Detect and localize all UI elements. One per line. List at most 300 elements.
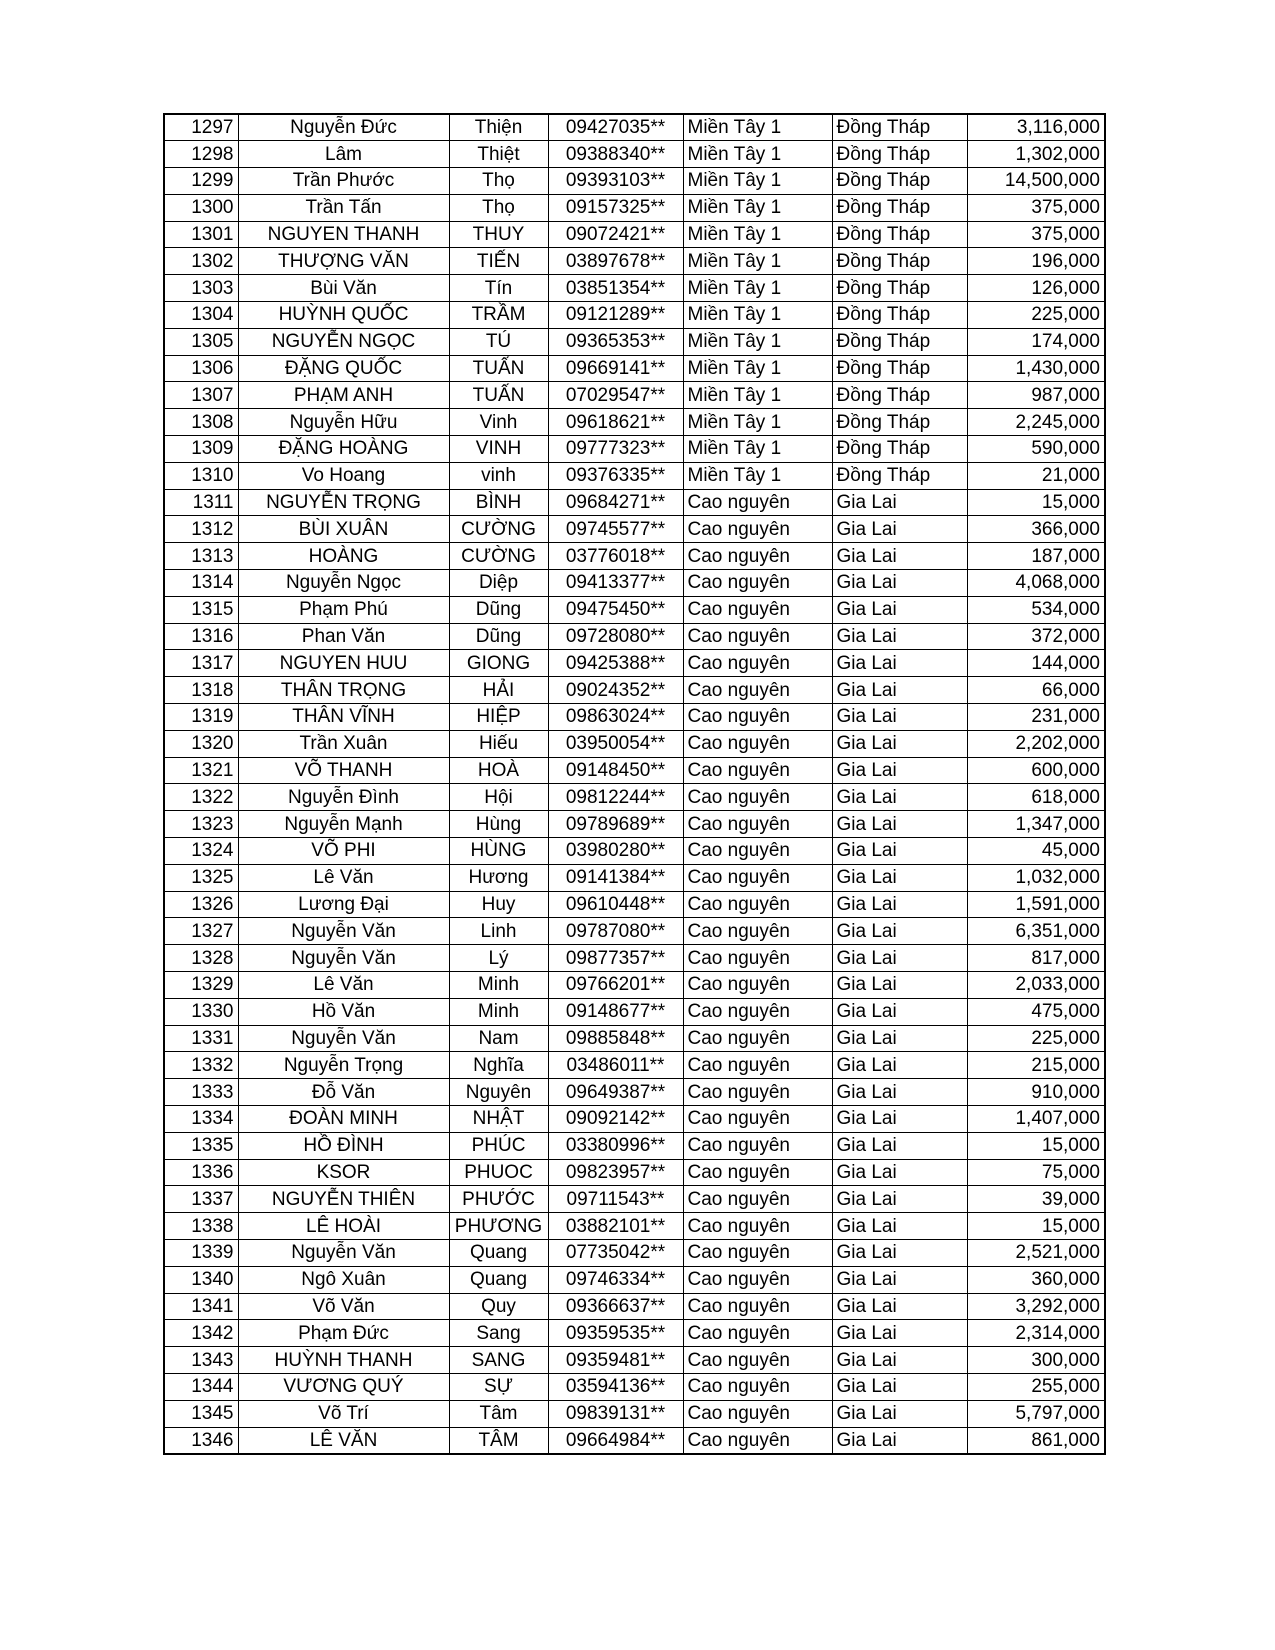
cell-given-name: NHẬT bbox=[449, 1105, 548, 1132]
cell-index: 1297 bbox=[164, 114, 238, 141]
cell-index: 1305 bbox=[164, 328, 238, 355]
cell-phone: 09669141** bbox=[548, 355, 683, 382]
cell-index: 1304 bbox=[164, 302, 238, 329]
table-row bbox=[164, 998, 1105, 1025]
cell-amount: 817,000 bbox=[967, 945, 1105, 972]
cell-province: Đồng Tháp bbox=[832, 194, 967, 221]
cell-given-name: Thiệt bbox=[449, 141, 548, 168]
cell-given-name: HOÀ bbox=[449, 757, 548, 784]
cell-given-name: BÌNH bbox=[449, 489, 548, 516]
table-body bbox=[164, 114, 1105, 1454]
cell-province: Gia Lai bbox=[832, 596, 967, 623]
cell-phone: 09728080** bbox=[548, 623, 683, 650]
table-row bbox=[164, 248, 1105, 275]
cell-surname: THÂN VĨNH bbox=[238, 704, 449, 731]
cell-amount: 366,000 bbox=[967, 516, 1105, 543]
cell-given-name: Tín bbox=[449, 275, 548, 302]
cell-phone: 03882101** bbox=[548, 1213, 683, 1240]
cell-region: Miền Tây 1 bbox=[683, 248, 832, 275]
cell-given-name: TIẾN bbox=[449, 248, 548, 275]
cell-given-name: Nguyên bbox=[449, 1079, 548, 1106]
cell-region: Miền Tây 1 bbox=[683, 168, 832, 195]
cell-index: 1309 bbox=[164, 436, 238, 463]
cell-region: Cao nguyên bbox=[683, 516, 832, 543]
cell-surname: Bùi Văn bbox=[238, 275, 449, 302]
cell-phone: 09746334** bbox=[548, 1266, 683, 1293]
cell-index: 1320 bbox=[164, 730, 238, 757]
cell-surname: Nguyễn Hữu bbox=[238, 409, 449, 436]
cell-surname: Lê Văn bbox=[238, 972, 449, 999]
cell-amount: 618,000 bbox=[967, 784, 1105, 811]
cell-surname: Nguyễn Văn bbox=[238, 1025, 449, 1052]
cell-amount: 231,000 bbox=[967, 704, 1105, 731]
cell-given-name: CƯỜNG bbox=[449, 543, 548, 570]
cell-given-name: Hội bbox=[449, 784, 548, 811]
cell-phone: 09092142** bbox=[548, 1105, 683, 1132]
cell-index: 1327 bbox=[164, 918, 238, 945]
cell-province: Đồng Tháp bbox=[832, 141, 967, 168]
cell-given-name: HIỆP bbox=[449, 704, 548, 731]
cell-phone: 09812244** bbox=[548, 784, 683, 811]
cell-index: 1334 bbox=[164, 1105, 238, 1132]
cell-given-name: Huy bbox=[449, 891, 548, 918]
cell-region: Cao nguyên bbox=[683, 650, 832, 677]
cell-index: 1336 bbox=[164, 1159, 238, 1186]
cell-amount: 600,000 bbox=[967, 757, 1105, 784]
table-row bbox=[164, 1186, 1105, 1213]
cell-given-name: Hương bbox=[449, 864, 548, 891]
cell-amount: 1,591,000 bbox=[967, 891, 1105, 918]
cell-index: 1346 bbox=[164, 1427, 238, 1454]
cell-region: Cao nguyên bbox=[683, 1266, 832, 1293]
cell-phone: 09388340** bbox=[548, 141, 683, 168]
cell-amount: 987,000 bbox=[967, 382, 1105, 409]
cell-phone: 09610448** bbox=[548, 891, 683, 918]
cell-given-name: Hiếu bbox=[449, 730, 548, 757]
cell-phone: 09839131** bbox=[548, 1400, 683, 1427]
cell-given-name: Dũng bbox=[449, 596, 548, 623]
table-row bbox=[164, 409, 1105, 436]
cell-province: Gia Lai bbox=[832, 918, 967, 945]
cell-given-name: PHUOC bbox=[449, 1159, 548, 1186]
table-row bbox=[164, 1213, 1105, 1240]
cell-phone: 07735042** bbox=[548, 1239, 683, 1266]
cell-amount: 861,000 bbox=[967, 1427, 1105, 1454]
cell-index: 1303 bbox=[164, 275, 238, 302]
cell-region: Cao nguyên bbox=[683, 1105, 832, 1132]
cell-province: Đồng Tháp bbox=[832, 328, 967, 355]
cell-phone: 09649387** bbox=[548, 1079, 683, 1106]
cell-surname: Trần Tấn bbox=[238, 194, 449, 221]
cell-province: Gia Lai bbox=[832, 1427, 967, 1454]
cell-index: 1340 bbox=[164, 1266, 238, 1293]
cell-index: 1329 bbox=[164, 972, 238, 999]
cell-region: Cao nguyên bbox=[683, 1293, 832, 1320]
table-row bbox=[164, 1373, 1105, 1400]
cell-given-name: CƯỜNG bbox=[449, 516, 548, 543]
cell-province: Gia Lai bbox=[832, 543, 967, 570]
cell-province: Gia Lai bbox=[832, 1132, 967, 1159]
table-row bbox=[164, 516, 1105, 543]
cell-index: 1321 bbox=[164, 757, 238, 784]
cell-region: Miền Tây 1 bbox=[683, 436, 832, 463]
cell-province: Gia Lai bbox=[832, 1079, 967, 1106]
cell-amount: 2,245,000 bbox=[967, 409, 1105, 436]
table-row bbox=[164, 436, 1105, 463]
cell-phone: 09789689** bbox=[548, 811, 683, 838]
cell-amount: 39,000 bbox=[967, 1186, 1105, 1213]
cell-surname: ĐOÀN MINH bbox=[238, 1105, 449, 1132]
cell-given-name: SỰ bbox=[449, 1373, 548, 1400]
cell-province: Gia Lai bbox=[832, 972, 967, 999]
cell-region: Miền Tây 1 bbox=[683, 275, 832, 302]
cell-region: Miền Tây 1 bbox=[683, 194, 832, 221]
cell-phone: 09664984** bbox=[548, 1427, 683, 1454]
cell-amount: 590,000 bbox=[967, 436, 1105, 463]
cell-phone: 09148450** bbox=[548, 757, 683, 784]
cell-surname: HỒ ĐÌNH bbox=[238, 1132, 449, 1159]
cell-region: Cao nguyên bbox=[683, 1159, 832, 1186]
cell-region: Cao nguyên bbox=[683, 730, 832, 757]
cell-index: 1318 bbox=[164, 677, 238, 704]
cell-region: Miền Tây 1 bbox=[683, 409, 832, 436]
cell-region: Cao nguyên bbox=[683, 1320, 832, 1347]
cell-amount: 2,314,000 bbox=[967, 1320, 1105, 1347]
cell-region: Cao nguyên bbox=[683, 1025, 832, 1052]
cell-region: Cao nguyên bbox=[683, 972, 832, 999]
cell-region: Cao nguyên bbox=[683, 623, 832, 650]
cell-phone: 03980280** bbox=[548, 838, 683, 865]
cell-index: 1326 bbox=[164, 891, 238, 918]
cell-province: Gia Lai bbox=[832, 1239, 967, 1266]
cell-province: Gia Lai bbox=[832, 1052, 967, 1079]
cell-region: Miền Tây 1 bbox=[683, 355, 832, 382]
cell-index: 1316 bbox=[164, 623, 238, 650]
table-row bbox=[164, 1132, 1105, 1159]
cell-surname: ĐẶNG QUỐC bbox=[238, 355, 449, 382]
cell-given-name: PHƯỚC bbox=[449, 1186, 548, 1213]
cell-province: Gia Lai bbox=[832, 1293, 967, 1320]
cell-surname: THƯỢNG VĂN bbox=[238, 248, 449, 275]
cell-given-name: VINH bbox=[449, 436, 548, 463]
table-row bbox=[164, 704, 1105, 731]
cell-phone: 09359535** bbox=[548, 1320, 683, 1347]
table-row bbox=[164, 382, 1105, 409]
cell-phone: 09141384** bbox=[548, 864, 683, 891]
cell-index: 1338 bbox=[164, 1213, 238, 1240]
table-row bbox=[164, 194, 1105, 221]
cell-province: Gia Lai bbox=[832, 623, 967, 650]
cell-phone: 09393103** bbox=[548, 168, 683, 195]
cell-amount: 360,000 bbox=[967, 1266, 1105, 1293]
cell-surname: BÙI XUÂN bbox=[238, 516, 449, 543]
cell-province: Gia Lai bbox=[832, 704, 967, 731]
cell-region: Cao nguyên bbox=[683, 1213, 832, 1240]
table-row bbox=[164, 1293, 1105, 1320]
cell-phone: 09787080** bbox=[548, 918, 683, 945]
cell-amount: 475,000 bbox=[967, 998, 1105, 1025]
table-row bbox=[164, 972, 1105, 999]
cell-surname: Võ Văn bbox=[238, 1293, 449, 1320]
cell-amount: 144,000 bbox=[967, 650, 1105, 677]
cell-province: Gia Lai bbox=[832, 570, 967, 597]
cell-region: Cao nguyên bbox=[683, 489, 832, 516]
cell-region: Cao nguyên bbox=[683, 757, 832, 784]
table-row bbox=[164, 302, 1105, 329]
cell-amount: 21,000 bbox=[967, 462, 1105, 489]
cell-province: Đồng Tháp bbox=[832, 114, 967, 141]
cell-region: Miền Tây 1 bbox=[683, 114, 832, 141]
cell-surname: THÂN TRỌNG bbox=[238, 677, 449, 704]
cell-index: 1330 bbox=[164, 998, 238, 1025]
cell-surname: Đỗ Văn bbox=[238, 1079, 449, 1106]
cell-surname: NGUYEN HUU bbox=[238, 650, 449, 677]
cell-given-name: Vinh bbox=[449, 409, 548, 436]
table-row bbox=[164, 1052, 1105, 1079]
cell-amount: 126,000 bbox=[967, 275, 1105, 302]
table-row bbox=[164, 1347, 1105, 1374]
cell-given-name: Sang bbox=[449, 1320, 548, 1347]
cell-region: Cao nguyên bbox=[683, 1239, 832, 1266]
cell-given-name: Quang bbox=[449, 1266, 548, 1293]
cell-phone: 03851354** bbox=[548, 275, 683, 302]
cell-index: 1317 bbox=[164, 650, 238, 677]
cell-surname: Lương Đại bbox=[238, 891, 449, 918]
cell-surname: PHẠM ANH bbox=[238, 382, 449, 409]
cell-province: Đồng Tháp bbox=[832, 275, 967, 302]
cell-index: 1332 bbox=[164, 1052, 238, 1079]
cell-index: 1319 bbox=[164, 704, 238, 731]
cell-index: 1314 bbox=[164, 570, 238, 597]
cell-index: 1339 bbox=[164, 1239, 238, 1266]
table-row bbox=[164, 623, 1105, 650]
cell-amount: 1,347,000 bbox=[967, 811, 1105, 838]
cell-province: Gia Lai bbox=[832, 489, 967, 516]
cell-surname: Nguyễn Mạnh bbox=[238, 811, 449, 838]
cell-amount: 1,407,000 bbox=[967, 1105, 1105, 1132]
cell-phone: 03594136** bbox=[548, 1373, 683, 1400]
cell-index: 1306 bbox=[164, 355, 238, 382]
cell-province: Gia Lai bbox=[832, 864, 967, 891]
cell-region: Miền Tây 1 bbox=[683, 382, 832, 409]
cell-amount: 2,033,000 bbox=[967, 972, 1105, 999]
cell-region: Cao nguyên bbox=[683, 570, 832, 597]
cell-phone: 09148677** bbox=[548, 998, 683, 1025]
cell-surname: VƯƠNG QUÝ bbox=[238, 1373, 449, 1400]
cell-surname: Lê Văn bbox=[238, 864, 449, 891]
cell-index: 1322 bbox=[164, 784, 238, 811]
cell-index: 1310 bbox=[164, 462, 238, 489]
table-row bbox=[164, 730, 1105, 757]
cell-province: Gia Lai bbox=[832, 1159, 967, 1186]
cell-province: Gia Lai bbox=[832, 1320, 967, 1347]
cell-phone: 09618621** bbox=[548, 409, 683, 436]
cell-region: Cao nguyên bbox=[683, 1347, 832, 1374]
cell-region: Cao nguyên bbox=[683, 677, 832, 704]
cell-province: Gia Lai bbox=[832, 1025, 967, 1052]
cell-province: Gia Lai bbox=[832, 998, 967, 1025]
cell-region: Cao nguyên bbox=[683, 596, 832, 623]
cell-index: 1342 bbox=[164, 1320, 238, 1347]
cell-amount: 15,000 bbox=[967, 1132, 1105, 1159]
cell-amount: 75,000 bbox=[967, 1159, 1105, 1186]
cell-amount: 1,302,000 bbox=[967, 141, 1105, 168]
cell-amount: 15,000 bbox=[967, 489, 1105, 516]
cell-given-name: Thiện bbox=[449, 114, 548, 141]
cell-surname: Ngô Xuân bbox=[238, 1266, 449, 1293]
data-table bbox=[163, 113, 1106, 1455]
cell-region: Cao nguyên bbox=[683, 1132, 832, 1159]
cell-province: Đồng Tháp bbox=[832, 302, 967, 329]
table-row bbox=[164, 811, 1105, 838]
cell-province: Gia Lai bbox=[832, 891, 967, 918]
table-row bbox=[164, 784, 1105, 811]
cell-province: Gia Lai bbox=[832, 811, 967, 838]
cell-given-name: PHƯƠNG bbox=[449, 1213, 548, 1240]
cell-phone: 09024352** bbox=[548, 677, 683, 704]
cell-province: Đồng Tháp bbox=[832, 436, 967, 463]
cell-region: Miền Tây 1 bbox=[683, 302, 832, 329]
cell-index: 1337 bbox=[164, 1186, 238, 1213]
cell-phone: 09766201** bbox=[548, 972, 683, 999]
cell-surname: KSOR bbox=[238, 1159, 449, 1186]
cell-region: Miền Tây 1 bbox=[683, 141, 832, 168]
cell-amount: 372,000 bbox=[967, 623, 1105, 650]
cell-province: Đồng Tháp bbox=[832, 168, 967, 195]
cell-index: 1312 bbox=[164, 516, 238, 543]
cell-index: 1325 bbox=[164, 864, 238, 891]
cell-surname: Võ Trí bbox=[238, 1400, 449, 1427]
cell-phone: 09425388** bbox=[548, 650, 683, 677]
cell-surname: NGUYỄN TRỌNG bbox=[238, 489, 449, 516]
cell-region: Cao nguyên bbox=[683, 998, 832, 1025]
cell-province: Gia Lai bbox=[832, 1400, 967, 1427]
cell-index: 1308 bbox=[164, 409, 238, 436]
cell-province: Gia Lai bbox=[832, 1105, 967, 1132]
cell-region: Miền Tây 1 bbox=[683, 462, 832, 489]
table-row bbox=[164, 1266, 1105, 1293]
cell-amount: 215,000 bbox=[967, 1052, 1105, 1079]
table-row bbox=[164, 114, 1105, 141]
cell-surname: Nguyễn Đình bbox=[238, 784, 449, 811]
cell-phone: 09684271** bbox=[548, 489, 683, 516]
cell-given-name: Minh bbox=[449, 998, 548, 1025]
cell-amount: 5,797,000 bbox=[967, 1400, 1105, 1427]
cell-province: Đồng Tháp bbox=[832, 355, 967, 382]
cell-province: Gia Lai bbox=[832, 784, 967, 811]
cell-given-name: TRẦM bbox=[449, 302, 548, 329]
cell-given-name: TÚ bbox=[449, 328, 548, 355]
cell-given-name: HẢI bbox=[449, 677, 548, 704]
cell-given-name: THUY bbox=[449, 221, 548, 248]
cell-index: 1345 bbox=[164, 1400, 238, 1427]
cell-phone: 09427035** bbox=[548, 114, 683, 141]
cell-province: Gia Lai bbox=[832, 838, 967, 865]
cell-given-name: Quy bbox=[449, 1293, 548, 1320]
cell-index: 1331 bbox=[164, 1025, 238, 1052]
cell-index: 1343 bbox=[164, 1347, 238, 1374]
cell-surname: LÊ VĂN bbox=[238, 1427, 449, 1454]
cell-given-name: HÙNG bbox=[449, 838, 548, 865]
cell-region: Cao nguyên bbox=[683, 1427, 832, 1454]
cell-surname: NGUYỄN NGỌC bbox=[238, 328, 449, 355]
cell-index: 1301 bbox=[164, 221, 238, 248]
cell-surname: Nguyễn Đức bbox=[238, 114, 449, 141]
cell-phone: 09376335** bbox=[548, 462, 683, 489]
cell-phone: 09863024** bbox=[548, 704, 683, 731]
cell-region: Cao nguyên bbox=[683, 918, 832, 945]
cell-surname: Nguyễn Ngọc bbox=[238, 570, 449, 597]
cell-surname: Nguyễn Văn bbox=[238, 918, 449, 945]
table-row bbox=[164, 1025, 1105, 1052]
cell-amount: 45,000 bbox=[967, 838, 1105, 865]
table-row bbox=[164, 1079, 1105, 1106]
cell-index: 1328 bbox=[164, 945, 238, 972]
cell-phone: 09121289** bbox=[548, 302, 683, 329]
cell-phone: 09777323** bbox=[548, 436, 683, 463]
cell-region: Cao nguyên bbox=[683, 1373, 832, 1400]
cell-province: Đồng Tháp bbox=[832, 409, 967, 436]
cell-index: 1324 bbox=[164, 838, 238, 865]
cell-given-name: Thọ bbox=[449, 194, 548, 221]
cell-given-name: Hùng bbox=[449, 811, 548, 838]
cell-amount: 4,068,000 bbox=[967, 570, 1105, 597]
table-row bbox=[164, 864, 1105, 891]
cell-region: Cao nguyên bbox=[683, 1186, 832, 1213]
table-row bbox=[164, 1400, 1105, 1427]
cell-given-name: Quang bbox=[449, 1239, 548, 1266]
cell-phone: 03380996** bbox=[548, 1132, 683, 1159]
cell-surname: HUỲNH THANH bbox=[238, 1347, 449, 1374]
cell-amount: 6,351,000 bbox=[967, 918, 1105, 945]
table-row bbox=[164, 677, 1105, 704]
table-row bbox=[164, 355, 1105, 382]
cell-province: Gia Lai bbox=[832, 1347, 967, 1374]
cell-amount: 3,292,000 bbox=[967, 1293, 1105, 1320]
cell-surname: ĐẶNG HOÀNG bbox=[238, 436, 449, 463]
cell-region: Cao nguyên bbox=[683, 945, 832, 972]
cell-phone: 09885848** bbox=[548, 1025, 683, 1052]
cell-given-name: Thọ bbox=[449, 168, 548, 195]
cell-surname: VÕ PHI bbox=[238, 838, 449, 865]
cell-surname: Phan Văn bbox=[238, 623, 449, 650]
cell-province: Đồng Tháp bbox=[832, 221, 967, 248]
table-row bbox=[164, 757, 1105, 784]
cell-phone: 07029547** bbox=[548, 382, 683, 409]
cell-index: 1344 bbox=[164, 1373, 238, 1400]
cell-province: Gia Lai bbox=[832, 945, 967, 972]
cell-index: 1311 bbox=[164, 489, 238, 516]
cell-province: Gia Lai bbox=[832, 677, 967, 704]
cell-region: Cao nguyên bbox=[683, 838, 832, 865]
cell-amount: 300,000 bbox=[967, 1347, 1105, 1374]
cell-given-name: TÂM bbox=[449, 1427, 548, 1454]
cell-given-name: Dũng bbox=[449, 623, 548, 650]
cell-amount: 196,000 bbox=[967, 248, 1105, 275]
cell-given-name: Nam bbox=[449, 1025, 548, 1052]
cell-surname: Lâm bbox=[238, 141, 449, 168]
cell-province: Gia Lai bbox=[832, 1266, 967, 1293]
cell-amount: 66,000 bbox=[967, 677, 1105, 704]
cell-region: Miền Tây 1 bbox=[683, 328, 832, 355]
table-row bbox=[164, 650, 1105, 677]
table-row bbox=[164, 275, 1105, 302]
cell-given-name: Diệp bbox=[449, 570, 548, 597]
table-row bbox=[164, 462, 1105, 489]
cell-amount: 1,430,000 bbox=[967, 355, 1105, 382]
cell-surname: LÊ HOÀI bbox=[238, 1213, 449, 1240]
cell-phone: 09072421** bbox=[548, 221, 683, 248]
